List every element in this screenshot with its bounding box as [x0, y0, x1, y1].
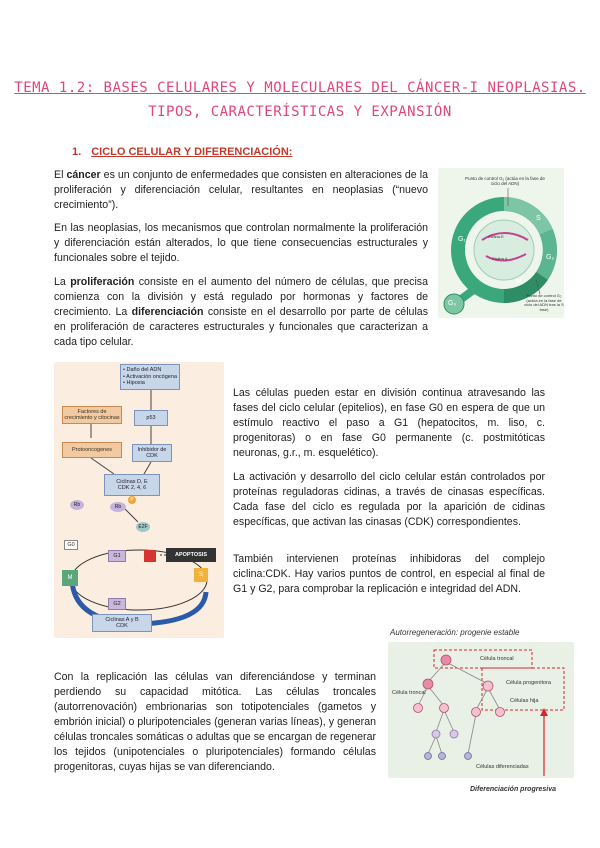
m-phase-arrow: M — [62, 570, 78, 586]
stem-cell-figure — [388, 642, 574, 778]
cdk-inhibitor-box: Inhibidor de CDK — [132, 444, 172, 462]
section-label: CICLO CELULAR Y DIFERENCIACIÓN: — [91, 146, 293, 158]
g2-checkpoint-note: Punto de control G₂ (actúa en la fase de ciclo del ADN tras la S fase) — [524, 293, 564, 312]
daughter-cells-label: Células hija — [510, 698, 539, 704]
phase-m-label: M — [516, 278, 522, 285]
g1-checkpoint-note: Punto de control G₁ (actúa en la fase de ciclo del ADN) — [465, 176, 545, 186]
stem-cell-top-label: Célula troncal — [480, 656, 514, 662]
phosphate-node: P — [128, 496, 136, 504]
stem-figure-bottom-caption: Diferenciación progresiva — [470, 786, 556, 793]
restriction-point — [144, 550, 156, 562]
dna-damage-box: • Daño del ADN • Activación oncógena • Hipoxia — [120, 364, 180, 390]
paragraph-cell-states: Las células pueden estar en división continua atravesando las fases del ciclo celular (epitelios), en fase G0 en espera de que un estímulo reactivo el paso a G1 (hepatocitos, m. liso, c. progenitoras) o en fase G0 permanente (c. postmitóticas neuronas, g.r., m. esquelético). — [233, 387, 545, 459]
title-prefix: TEMA 1.2: — [14, 80, 95, 96]
phase-s-label: S — [536, 215, 541, 222]
paragraph-neoplasias: En las neoplasias, los mecanismos que controlan normalmente la proliferación y diferenciación están alterados, lo que tiene consecuencias estructurales y funcionales sobre el tejido. — [54, 222, 428, 264]
cyclin-e-label: Ciclina E — [488, 234, 504, 239]
title-rest: BASES CELULARES Y MOLECULARES DEL CÁNCER-I NEOPLASIAS. — [94, 80, 586, 96]
paragraph-cyclins: La activación y desarrollo del ciclo celular están controlados por proteínas reguladoras cidinas, a través de cinasas específicas. Cada fase del ciclo es regulada por la aparición de cidinas específicas, que activan las cinasas (CDK) correspondientes. — [233, 471, 545, 528]
paragraph-proliferation — [54, 275, 428, 350]
section-heading — [72, 146, 292, 158]
page-title-line2: TIPOS, CARACTERÍSTICAS Y EXPANSIÓN — [148, 104, 452, 120]
differentiated-cells-label: Células diferenciadas — [476, 764, 529, 770]
section-number: 1. — [72, 146, 82, 158]
g1-box: G1 — [108, 550, 126, 562]
cyclins-ab-box: Ciclinas A y B CDK — [92, 614, 152, 632]
paragraph-cancer — [54, 168, 428, 213]
stem-figure-top-caption: Autorregeneración: progenie estable — [390, 628, 520, 637]
p53-box: p53 — [134, 410, 168, 426]
text-run: La — [54, 276, 71, 288]
text-run: El — [54, 169, 67, 181]
s-phase-arrow: S — [194, 568, 208, 582]
cell-cycle-figure — [438, 168, 564, 318]
growth-factors-box: Factores de crecimiento y citocinas — [62, 406, 122, 424]
cyclin-a-label: Ciclina A — [492, 256, 508, 261]
page-title-line1 — [0, 80, 600, 96]
rb-phospho-node: Rb — [110, 502, 126, 512]
stem-cell-tree — [388, 642, 574, 778]
phase-g2-label: G₂ — [546, 254, 555, 261]
cyclins-d-box: Ciclinas D, E CDK 2, 4, 6 — [104, 474, 160, 496]
stem-cell-left-label: Célula troncal — [392, 690, 426, 696]
g2-box: G2 — [108, 598, 126, 610]
paragraph-checkpoints: También intervienen proteínas inhibidoras del complejo ciclina:CDK. Hay varios puntos de control, en especial al final de G1 y G2, para comprobar la replicación e integridad del ADN. — [233, 553, 545, 595]
bold-term-proliferation: proliferación — [70, 276, 135, 288]
progenitor-label: Célula progenitora — [506, 680, 551, 686]
cycle-regulation-figure — [54, 362, 224, 638]
e2f-node: E2F — [136, 522, 150, 532]
bold-term-differentiation: diferenciación — [131, 306, 204, 318]
protooncogenes-box: Protooncogenes — [62, 442, 122, 458]
phase-g0-label: G₀ — [448, 300, 457, 307]
text-run: consiste en el aumento del número de células, que precisa comienza con la división y está regulado por hormonas y factores de crecimiento. La — [54, 276, 428, 318]
text-run: consiste en el desarrollo por parte de células en proliferación de caracteres estructurales y funcionales que caracterizan a cada tipo celular. — [54, 306, 428, 348]
text-run: es un conjunto de enfermedades que consisten en alteraciones de la proliferación y diferenciación celular, resultantes en neoplasias (“nuevo crecimiento”). — [54, 169, 428, 211]
paragraph-differentiation: Con la replicación las células van diferenciándose y terminan perdiendo su capacidad mitótica. Las células troncales (autorrenovación) embrionarias son totipotenciales (gametos y embrión inicial) o pluripotenciales (generan varias líneas), y generan células troncales somáticas o adultas que se encargan de regenerar los tejidos (unipotenciales o pluripotenciales) formando células progenitoras, cuyas hijas se van diferenciando. — [54, 671, 376, 773]
bold-term-cancer: cáncer — [66, 169, 101, 181]
rb-node: Rb — [70, 500, 84, 510]
phase-g1-label: G₁ — [458, 236, 466, 243]
apoptosis-box: APOPTOSIS — [166, 548, 216, 562]
g0-box: G0 — [64, 540, 78, 550]
